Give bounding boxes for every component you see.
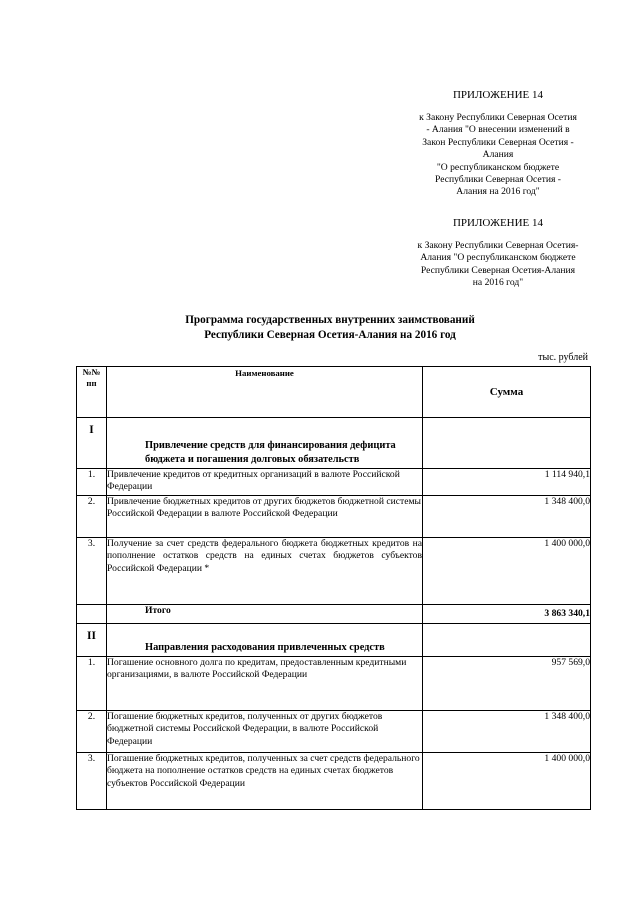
row-sum: 1 348 400,0 <box>423 711 591 753</box>
row-num: 3. <box>77 538 107 605</box>
units-label: тыс. рублей <box>538 352 588 363</box>
section-row <box>77 624 591 657</box>
annex-block-amendment <box>402 88 594 199</box>
table-row <box>77 753 591 810</box>
section-row <box>77 418 591 469</box>
annex-line: к Закону Республики Северная Осетия <box>419 112 577 123</box>
row-name: Получение за счет средств федерального бюджета бюджетных кредитов на пополнение остатков средств на единых счетах бюджетов субъектов Российской Федерации * <box>107 538 423 605</box>
row-num: 2. <box>77 496 107 538</box>
table-row <box>77 538 591 605</box>
annex-line: Алания на 2016 год" <box>456 186 540 198</box>
annex-line: Алания <box>482 149 514 161</box>
annex-line: к Закону Республики Северная Осетия- <box>417 240 579 251</box>
header-num: №№ пп <box>77 367 107 418</box>
annex-line: Республики Северная Осетия - <box>435 174 561 186</box>
header-sum: Сумма <box>423 367 591 418</box>
total-row <box>77 605 591 624</box>
table-header-row <box>77 367 591 418</box>
section-num: II <box>77 624 107 657</box>
title-line-1: Программа государственных внутренних заимствований <box>185 314 475 326</box>
document-title <box>130 313 530 343</box>
section-num: I <box>77 418 107 469</box>
row-num: 2. <box>77 711 107 753</box>
table-row <box>77 657 591 711</box>
table-row <box>77 469 591 496</box>
section-sum <box>423 624 591 657</box>
total-label: Итого <box>107 605 423 624</box>
row-name: Привлечение кредитов от кредитных организаций в валюте Российской Федерации <box>107 469 423 496</box>
header-name: Наименование <box>107 367 423 418</box>
annex-line: "О республиканском бюджете <box>436 161 560 173</box>
annex-block-budget-law <box>402 216 594 290</box>
row-sum: 1 400 000,0 <box>423 538 591 605</box>
table-row <box>77 496 591 538</box>
row-sum: 1 114 940,1 <box>423 469 591 496</box>
row-num: 1. <box>77 469 107 496</box>
annex-line: на 2016 год" <box>472 277 524 289</box>
table-row <box>77 711 591 753</box>
annex-line: - Алания "О внесении изменений в <box>426 124 570 136</box>
annex-line: Республики Северная Осетия-Алания <box>420 264 576 276</box>
borrowing-program-table <box>76 366 591 810</box>
annex-heading: ПРИЛОЖЕНИЕ 14 <box>452 217 544 229</box>
section-sum <box>423 418 591 469</box>
row-name: Погашение бюджетных кредитов, полученных от других бюджетов бюджетной системы Российской Федерации, в валюте Российской Федерации <box>107 711 423 753</box>
row-name: Привлечение бюджетных кредитов от других бюджетов бюджетной системы Российской Федерации в валюте Российской Федерации <box>107 496 423 538</box>
row-name: Погашение бюджетных кредитов, полученных за счет средств федерального бюджета на пополнение остатков средств на единых счетах бюджетов субъектов Российской Федерации <box>107 753 423 810</box>
section-name: Направления расходования привлеченных средств <box>107 624 423 657</box>
row-num: 3. <box>77 753 107 810</box>
total-sum: 3 863 340,1 <box>423 605 591 624</box>
row-sum: 957 569,0 <box>423 657 591 711</box>
section-name: Привлечение средств для финансирования дефицита бюджета и погашения долговых обязательств <box>107 418 423 469</box>
row-name: Погашение основного долга по кредитам, предоставленным кредитными организациями, в валюте Российской Федерации <box>107 657 423 711</box>
annex-line: Закон Республики Северная Осетия - <box>422 136 574 148</box>
annex-line: Алания "О республиканском бюджете <box>420 252 576 264</box>
total-num <box>77 605 107 624</box>
title-line-2: Республики Северная Осетия-Алания на 2016 год <box>204 329 456 341</box>
annex-heading: ПРИЛОЖЕНИЕ 14 <box>452 89 544 101</box>
row-num: 1. <box>77 657 107 711</box>
row-sum: 1 348 400,0 <box>423 496 591 538</box>
row-sum: 1 400 000,0 <box>423 753 591 810</box>
